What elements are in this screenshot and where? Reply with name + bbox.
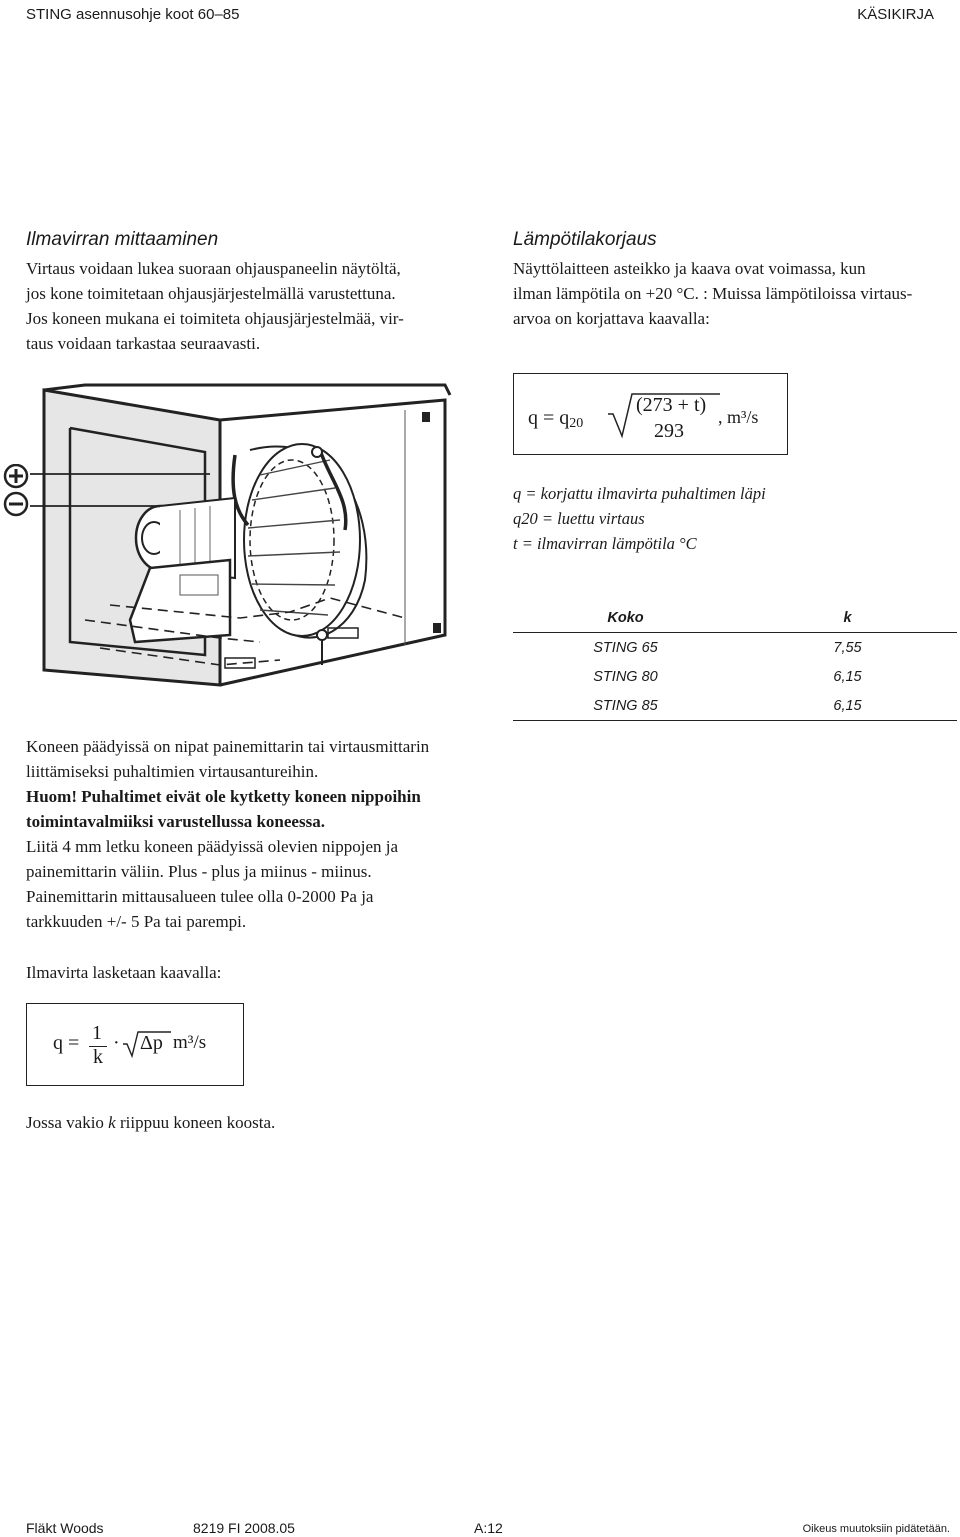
text-line: liittämiseksi puhaltimien virtausantureihin. [26,762,319,781]
cell-k: 6,15 [833,668,862,685]
k-constant-table [513,603,957,721]
table-header-row [513,603,957,633]
text-line: tarkkuuden +/- 5 Pa tai parempi. [26,912,247,931]
text-line: ilman lämpötila on +20 °C. : Muissa lämpötiloissa virtaus- [513,284,913,303]
flow-formula-denominator: k [93,1046,103,1068]
flow-formula-intro: Ilmavirta lasketaan kaavalla: [26,963,222,982]
plus-icon [5,465,27,487]
footer-page-number: A:12 [474,1520,503,1536]
header-title: STING asennusohje koot 60–85 [26,6,240,23]
footer-disclaimer: Oikeus muutoksiin pidätetään. [802,1523,950,1535]
formula-legend [513,481,766,556]
section-heading-flow-measurement: Ilmavirran mittaaminen [26,229,219,250]
section-heading-temperature-correction: Lämpötilakorjaus [513,229,657,250]
formula-numerator: (273 + t) [636,394,707,416]
cell-k: 7,55 [833,639,862,656]
flow-formula-lhs: q = [53,1032,80,1054]
text-line: Virtaus voidaan lukea suoraan ohjauspaneelin näytöltä, [26,259,401,278]
constant-k: k [108,1113,116,1132]
text-line: Liitä 4 mm letku koneen päädyissä olevien nippojen ja [26,837,399,856]
text-line: taus voidaan tarkastaa seuraavasti. [26,334,261,353]
cell-size: STING 80 [593,668,658,685]
text-line: painemittarin väliin. Plus - plus ja miinus - miinus. [26,862,372,881]
formula-lhs: q = q20 [528,407,584,431]
flow-formula-numerator: 1 [92,1022,102,1044]
table-row [513,691,957,721]
temperature-formula-box [513,373,788,455]
fan-unit-illustration [30,380,460,710]
connection-instructions [26,734,506,934]
table-row [513,662,957,691]
temperature-correction-text [513,256,958,331]
text-line: arvoa on korjattava kaavalla: [513,309,710,328]
flow-measurement-text [26,256,486,356]
text-line: Jos koneen mukana ei toimiteta ohjausjärjestelmää, vir- [26,309,404,328]
footer-doc-code: 8219 FI 2008.05 [193,1520,295,1536]
cell-size: STING 85 [513,691,738,721]
legend-item: q = korjattu ilmavirta puhaltimen läpi [513,484,766,503]
cell-k: 6,15 [738,691,957,721]
legend-item: q20 = luettu virtaus [513,509,645,528]
formula-unit: , m³/s [718,407,759,427]
minus-icon [5,493,27,515]
closing-text: Jossa vakio k riippuu koneen koosta. [26,1113,276,1132]
note-line: toimintavalmiiksi varustellussa koneessa. [26,812,325,831]
formula-denominator: 293 [654,420,684,442]
flow-formula-box [26,1003,244,1086]
text-line: jos kone toimitetaan ohjausjärjestelmällä varustettuna. [26,284,396,303]
cell-size: STING 65 [593,639,658,656]
footer-brand: Fläkt Woods [26,1520,104,1536]
delta-p: Δp [140,1032,163,1054]
note-line: Huom! Puhaltimet eivät ole kytketty koneen nippoihin [26,787,421,806]
text-line: Koneen päädyissä on nipat painemittarin tai virtausmittarin [26,737,430,756]
flow-formula-unit: m³/s [173,1032,207,1053]
text-line: Painemittarin mittausalueen tulee olla 0-2000 Pa ja [26,887,374,906]
multiply-dot: · [113,1032,120,1054]
column-header-size: Koko [513,603,738,633]
legend-item: t = ilmavirran lämpötila °C [513,534,697,553]
plus-minus-symbols [2,464,32,518]
text-line: Näyttölaitteen asteikko ja kaava ovat voimassa, kun [513,259,866,278]
table-row [513,633,957,663]
header-manual: KÄSIKIRJA [857,6,934,23]
column-header-k: k [738,603,957,633]
